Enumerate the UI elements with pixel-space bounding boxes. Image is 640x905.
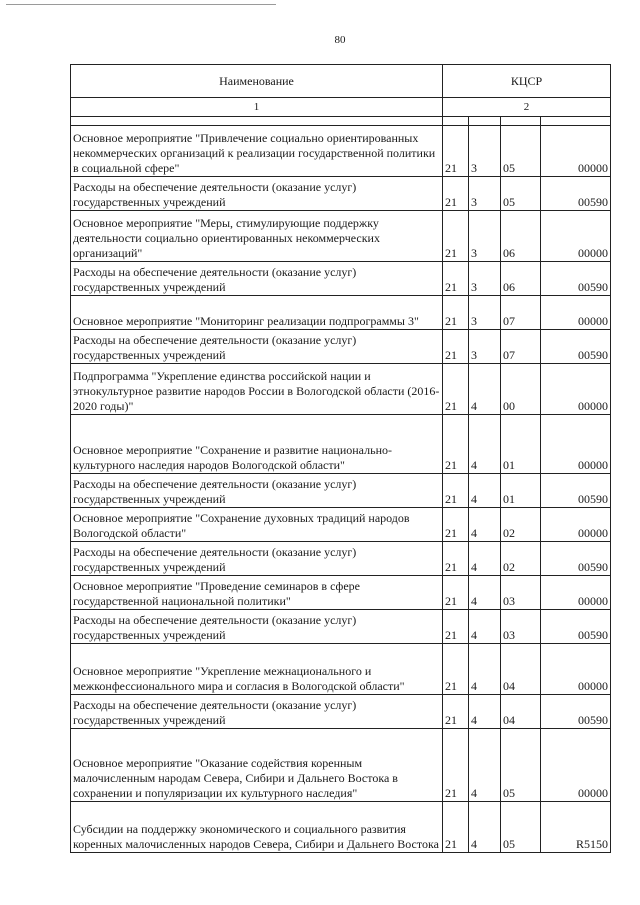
code-main-event: 07 xyxy=(501,330,541,364)
code-direction: 00590 xyxy=(541,262,611,296)
code-direction: 00590 xyxy=(541,610,611,644)
header-name: Наименование xyxy=(71,65,443,98)
table-row xyxy=(71,296,611,330)
table-row xyxy=(71,802,611,853)
code-main-event: 03 xyxy=(501,576,541,610)
row-name: Основное мероприятие "Сохранение и развитие национально-культурного наследия народов Вологодской области" xyxy=(71,415,443,474)
code-program: 21 xyxy=(443,508,469,542)
code-subprogram: 4 xyxy=(469,542,501,576)
code-main-event: 07 xyxy=(501,296,541,330)
code-program: 21 xyxy=(443,296,469,330)
code-program: 21 xyxy=(443,576,469,610)
table-row xyxy=(71,508,611,542)
table-row xyxy=(71,474,611,508)
code-direction: 00000 xyxy=(541,126,611,177)
row-name: Расходы на обеспечение деятельности (оказание услуг) государственных учреждений xyxy=(71,177,443,211)
code-direction: 00000 xyxy=(541,729,611,802)
table-row xyxy=(71,542,611,576)
code-program: 21 xyxy=(443,610,469,644)
code-direction: 00590 xyxy=(541,695,611,729)
code-main-event: 03 xyxy=(501,610,541,644)
code-subprogram: 4 xyxy=(469,695,501,729)
header-code: КЦСР xyxy=(443,65,611,98)
code-program: 21 xyxy=(443,262,469,296)
row-name: Расходы на обеспечение деятельности (оказание услуг) государственных учреждений xyxy=(71,610,443,644)
code-program: 21 xyxy=(443,211,469,262)
budget-classification-table xyxy=(70,64,611,853)
code-program: 21 xyxy=(443,802,469,853)
code-program: 21 xyxy=(443,644,469,695)
code-direction: 00590 xyxy=(541,542,611,576)
code-direction: 00590 xyxy=(541,330,611,364)
table-row xyxy=(71,126,611,177)
table-row xyxy=(71,211,611,262)
code-direction: 00590 xyxy=(541,177,611,211)
table-header-row xyxy=(71,65,611,98)
code-subprogram: 3 xyxy=(469,330,501,364)
table-row xyxy=(71,610,611,644)
code-subprogram: 4 xyxy=(469,576,501,610)
row-name: Основное мероприятие "Меры, стимулирующие поддержку деятельности социально ориентированных некоммерческих организаций" xyxy=(71,211,443,262)
table-spacer-row xyxy=(71,117,611,126)
code-program: 21 xyxy=(443,729,469,802)
code-main-event: 04 xyxy=(501,644,541,695)
code-direction: 00000 xyxy=(541,211,611,262)
code-subprogram: 3 xyxy=(469,126,501,177)
code-subprogram: 3 xyxy=(469,262,501,296)
code-direction: 00000 xyxy=(541,576,611,610)
row-name: Расходы на обеспечение деятельности (оказание услуг) государственных учреждений xyxy=(71,474,443,508)
code-subprogram: 4 xyxy=(469,802,501,853)
code-main-event: 02 xyxy=(501,508,541,542)
code-program: 21 xyxy=(443,330,469,364)
row-name: Основное мероприятие "Сохранение духовных традиций народов Вологодской области" xyxy=(71,508,443,542)
code-subprogram: 4 xyxy=(469,610,501,644)
table-row xyxy=(71,330,611,364)
table-row xyxy=(71,644,611,695)
code-direction: 00000 xyxy=(541,296,611,330)
code-subprogram: 4 xyxy=(469,415,501,474)
code-subprogram: 4 xyxy=(469,644,501,695)
code-direction: 00000 xyxy=(541,644,611,695)
code-program: 21 xyxy=(443,415,469,474)
table-row xyxy=(71,262,611,296)
row-name: Основное мероприятие "Мониторинг реализации подпрограммы 3" xyxy=(71,296,443,330)
table-row xyxy=(71,729,611,802)
code-subprogram: 3 xyxy=(469,211,501,262)
table-row xyxy=(71,364,611,415)
row-name: Расходы на обеспечение деятельности (оказание услуг) государственных учреждений xyxy=(71,695,443,729)
row-name: Основное мероприятие "Оказание содействия коренным малочисленным народам Севера, Сибири и Дальнего Востока в сохранении и популяризации их культурного наследия" xyxy=(71,729,443,802)
code-main-event: 05 xyxy=(501,177,541,211)
scan-edge-line xyxy=(6,4,276,5)
code-main-event: 01 xyxy=(501,415,541,474)
code-subprogram: 4 xyxy=(469,729,501,802)
row-name: Подпрограмма "Укрепление единства российской нации и этнокультурное развитие народов России в Вологодской области (2016-2020 годы)" xyxy=(71,364,443,415)
code-direction: 00000 xyxy=(541,415,611,474)
row-name: Субсидии на поддержку экономического и социального развития коренных малочисленных народов Севера, Сибири и Дальнего Востока xyxy=(71,802,443,853)
code-subprogram: 4 xyxy=(469,508,501,542)
column-number-name: 1 xyxy=(71,98,443,117)
code-main-event: 02 xyxy=(501,542,541,576)
code-main-event: 05 xyxy=(501,729,541,802)
code-subprogram: 4 xyxy=(469,364,501,415)
code-main-event: 05 xyxy=(501,802,541,853)
code-subprogram: 3 xyxy=(469,177,501,211)
table-row xyxy=(71,177,611,211)
column-number-code: 2 xyxy=(443,98,611,117)
code-main-event: 06 xyxy=(501,211,541,262)
code-direction: 00590 xyxy=(541,474,611,508)
code-direction: 00000 xyxy=(541,364,611,415)
code-program: 21 xyxy=(443,177,469,211)
row-name: Расходы на обеспечение деятельности (оказание услуг) государственных учреждений xyxy=(71,542,443,576)
row-name: Основное мероприятие "Проведение семинаров в сфере государственной национальной политики" xyxy=(71,576,443,610)
code-subprogram: 3 xyxy=(469,296,501,330)
column-number-row xyxy=(71,98,611,117)
code-main-event: 06 xyxy=(501,262,541,296)
row-name: Основное мероприятие "Привлечение социально ориентированных некоммерческих организаций к реализации государственной политики в социальной сфере" xyxy=(71,126,443,177)
code-program: 21 xyxy=(443,364,469,415)
table-row xyxy=(71,695,611,729)
page-number: 80 xyxy=(334,34,346,46)
row-name: Основное мероприятие "Укрепление межнационального и межконфессионального мира и согласия в Вологодской области" xyxy=(71,644,443,695)
code-subprogram: 4 xyxy=(469,474,501,508)
code-direction: R5150 xyxy=(541,802,611,853)
table-row xyxy=(71,415,611,474)
code-main-event: 01 xyxy=(501,474,541,508)
code-program: 21 xyxy=(443,695,469,729)
code-main-event: 00 xyxy=(501,364,541,415)
code-main-event: 05 xyxy=(501,126,541,177)
table-row xyxy=(71,576,611,610)
code-direction: 00000 xyxy=(541,508,611,542)
code-program: 21 xyxy=(443,474,469,508)
row-name: Расходы на обеспечение деятельности (оказание услуг) государственных учреждений xyxy=(71,262,443,296)
row-name: Расходы на обеспечение деятельности (оказание услуг) государственных учреждений xyxy=(71,330,443,364)
code-program: 21 xyxy=(443,542,469,576)
code-main-event: 04 xyxy=(501,695,541,729)
code-program: 21 xyxy=(443,126,469,177)
